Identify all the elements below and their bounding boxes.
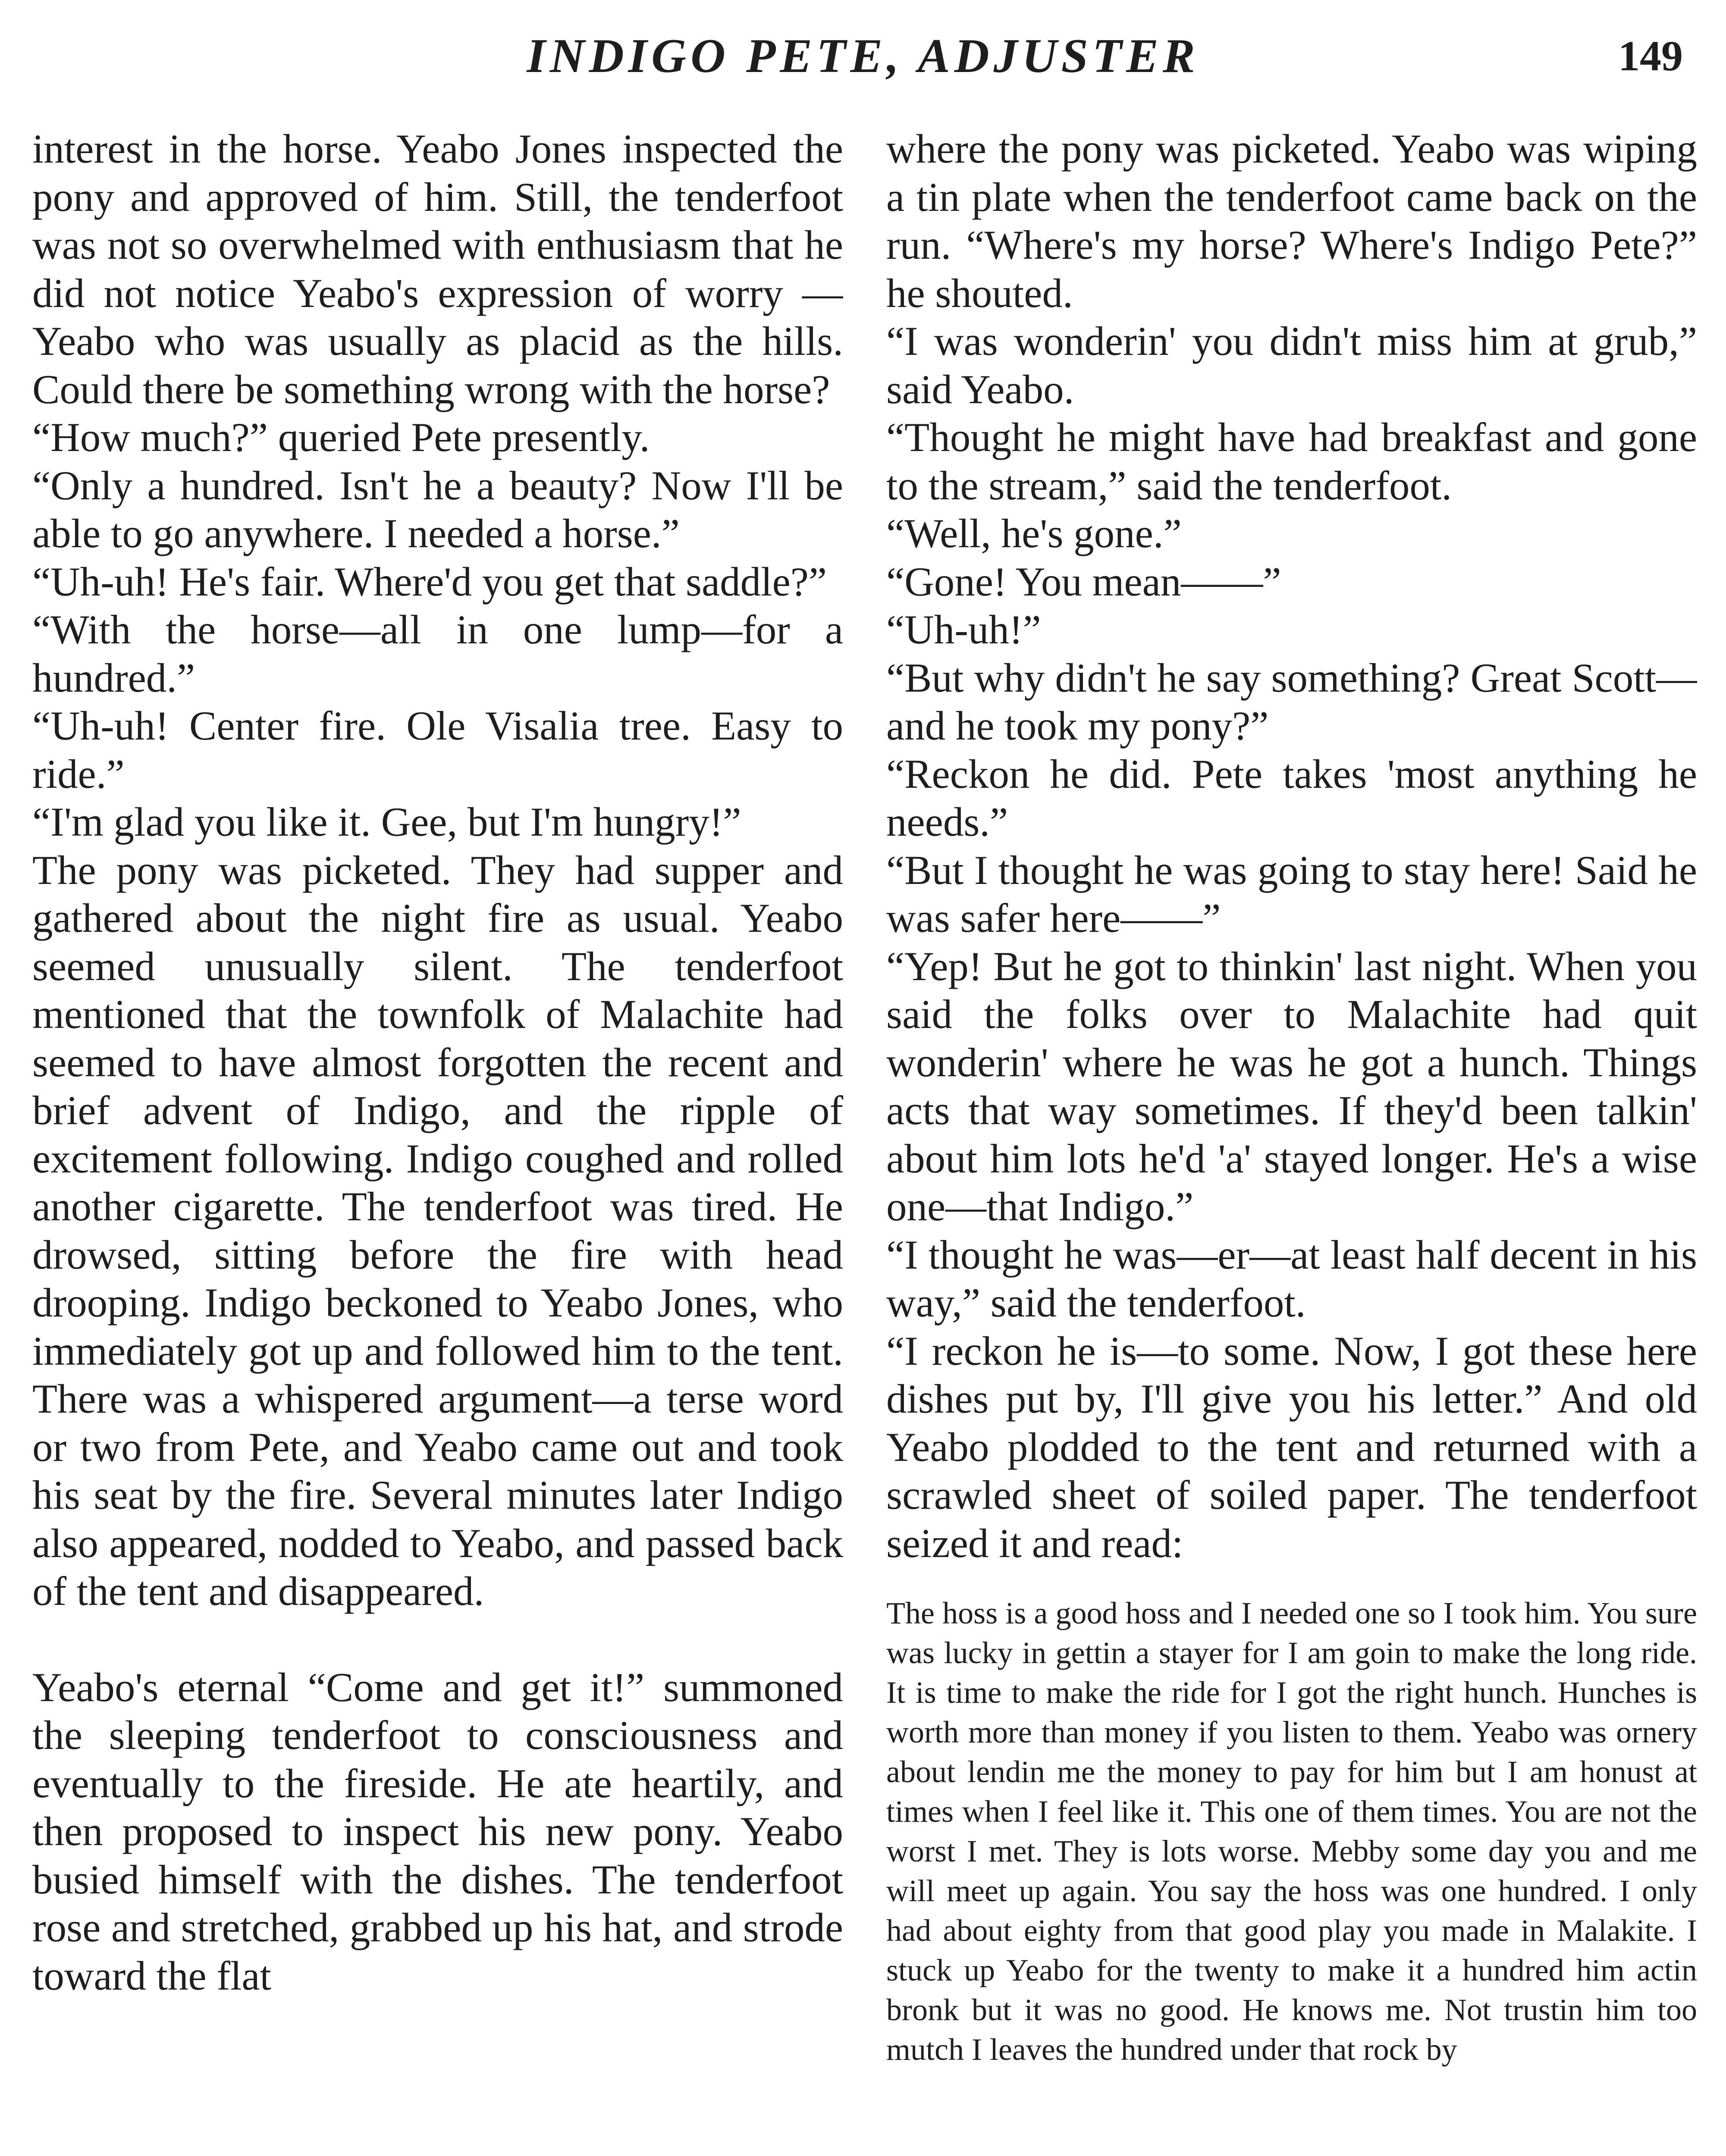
paragraph: “How much?” queried Pete presently.	[32, 414, 650, 460]
page-header	[0, 26, 1726, 95]
paragraph: “But I thought he was going to stay here! Said he was safer here——”	[886, 847, 1697, 941]
paragraph: where the pony was picketed. Yeabo was wiping a tin plate when the tenderfoot came back on the run. “Where's my horse? Where's Indigo Pete?” he shouted.	[886, 126, 1697, 316]
paragraph: “Uh-uh! He's fair. Where'd you get that saddle?”	[32, 558, 827, 605]
paragraph: “With the horse—all in one lump—for a hundred.”	[32, 607, 843, 701]
paragraph: “Reckon he did. Pete takes 'most anything he needs.”	[886, 751, 1697, 845]
running-title: INDIGO PETE, ADJUSTER	[527, 29, 1199, 83]
paragraph: “But why didn't he say something? Great Scott—and he took my pony?”	[886, 655, 1697, 749]
paragraph: “Uh-uh!”	[886, 607, 1041, 652]
right-column	[886, 125, 1697, 2156]
letter-text: The hoss is a good hoss and I needed one so I took him. You sure was lucky in gettin a stayer for I am goin to make the long ride. It is time to make the ride for I got the right hunch. Hunches is worth more than money if you listen to them. Yeabo was ornery about lendin me the money to pay for him but I am honust at times when I feel like it. This one of them times. You are not the worst I met. They is lots worse. Mebby some day you and me will meet up again. You say the hoss was one hundred. I only had about eighty from that good play you made in Malakite. I stuck up Yeabo for the twenty to make it a hundred him actin bronk but it was no good. He knows me. Not trustin him too mutch I leaves the hundred under that rock by	[886, 1596, 1697, 2067]
paragraph: “Uh-uh! Center fire. Ole Visalia tree. Easy to ride.”	[32, 703, 843, 797]
paragraph: interest in the horse. Yeabo Jones inspected the pony and approved of him. Still, the tenderfoot was not so overwhelmed with enthusiasm that he did not notice Yeabo's expression of worry —Yeabo who was usually as placid as the hills. Could there be something wrong with the horse?	[32, 126, 843, 412]
section-paragraph: Yeabo's eternal “Come and get it!” summoned the sleeping tenderfoot to consciousness and eventually to the fireside. He ate heartily, and then proposed to inspect his new pony. Yeabo busied himself with the dishes. The tenderfoot rose and stretched, grabbed up his hat, and strode toward the flat	[32, 1664, 843, 1999]
left-column	[32, 125, 843, 2156]
paragraph: “I thought he was—er—at least half decent in his way,” said the tenderfoot.	[886, 1232, 1697, 1326]
paragraph: The pony was picketed. They had supper and gathered about the night fire as usual. Yeabo seemed unusually silent. The tenderfoot mentioned that the townfolk of Malachite had seemed to have almost forgotten the recent and brief advent of Indigo, and the ripple of excitement following. Indigo coughed and rolled another cigarette. The tenderfoot was tired. He drowsed, sitting before the fire with head drooping. Indigo beckoned to Yeabo Jones, who immediately got up and followed him to the tent. There was a whispered argument—a terse word or two from Pete, and Yeabo came out and took his seat by the fire. Several minutes later Indigo also appeared, nodded to Yeabo, and passed back of the tent and disappeared.	[32, 847, 843, 1614]
paragraph: “Well, he's gone.”	[886, 511, 1182, 556]
page-number: 149	[1618, 32, 1683, 80]
paragraph: “I'm glad you like it. Gee, but I'm hungry!”	[32, 799, 741, 845]
paragraph: “I reckon he is—to some. Now, I got these here dishes put by, I'll give you his letter.” And old Yeabo plodded to the tent and returned with a scrawled sheet of soiled paper. The tenderfoot seized it and read:	[886, 1328, 1697, 1566]
paragraph: “Thought he might have had breakfast and gone to the stream,” said the tenderfoot.	[886, 414, 1697, 508]
paragraph: “Yep! But he got to thinkin' last night. When you said the folks over to Malachite had quit wonderin' where he was he got a hunch. Things acts that way sometimes. If they'd been talkin' about him lots he'd 'a' stayed longer. He's a wise one—that Indigo.”	[886, 943, 1697, 1229]
paragraph: “Only a hundred. Isn't he a beauty? Now I'll be able to go anywhere. I needed a horse.”	[32, 462, 843, 556]
paragraph: “Gone! You mean——”	[886, 558, 1281, 605]
paragraph: “I was wonderin' you didn't miss him at grub,” said Yeabo.	[886, 318, 1697, 412]
